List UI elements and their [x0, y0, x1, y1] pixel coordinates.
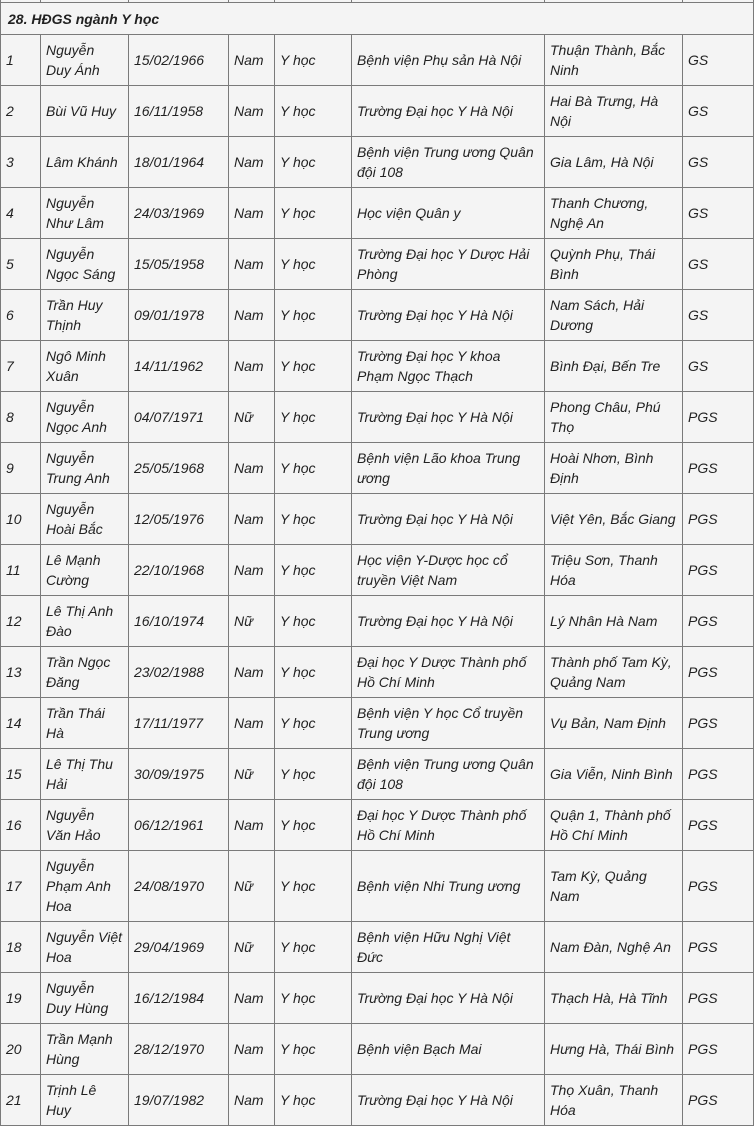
field-of-study: Y học	[275, 973, 352, 1024]
workplace: Trường Đại học Y khoa Phạm Ngọc Thạch	[352, 341, 545, 392]
field-of-study: Y học	[275, 545, 352, 596]
gender: Nam	[229, 973, 275, 1024]
gender: Nam	[229, 698, 275, 749]
field-of-study: Y học	[275, 922, 352, 973]
field-of-study: Y học	[275, 596, 352, 647]
row-index: 1	[1, 35, 41, 86]
gender: Nam	[229, 545, 275, 596]
hometown: Tam Kỳ, Quảng Nam	[545, 851, 683, 922]
hometown: Thạch Hà, Hà Tĩnh	[545, 973, 683, 1024]
row-index: 16	[1, 800, 41, 851]
date-of-birth: 15/02/1966	[129, 35, 229, 86]
field-of-study: Y học	[275, 494, 352, 545]
full-name: Nguyễn Hoài Bắc	[41, 494, 129, 545]
academic-title: PGS	[683, 494, 754, 545]
workplace: Trường Đại học Y Hà Nội	[352, 86, 545, 137]
workplace: Trường Đại học Y Hà Nội	[352, 494, 545, 545]
date-of-birth: 22/10/1968	[129, 545, 229, 596]
field-of-study: Y học	[275, 443, 352, 494]
academic-title: GS	[683, 341, 754, 392]
field-of-study: Y học	[275, 290, 352, 341]
hometown: Quỳnh Phụ, Thái Bình	[545, 239, 683, 290]
row-index: 14	[1, 698, 41, 749]
row-index: 21	[1, 1075, 41, 1126]
date-of-birth: 15/05/1958	[129, 239, 229, 290]
full-name: Lê Thị Anh Đào	[41, 596, 129, 647]
gender: Nữ	[229, 392, 275, 443]
academic-title: PGS	[683, 922, 754, 973]
academic-title: PGS	[683, 443, 754, 494]
table-row	[1, 86, 754, 137]
workplace: Trường Đại học Y Hà Nội	[352, 973, 545, 1024]
field-of-study: Y học	[275, 188, 352, 239]
workplace: Học viện Y-Dược học cổ truyền Việt Nam	[352, 545, 545, 596]
hometown: Việt Yên, Bắc Giang	[545, 494, 683, 545]
full-name: Lâm Khánh	[41, 137, 129, 188]
table-row	[1, 392, 754, 443]
field-of-study: Y học	[275, 86, 352, 137]
gender: Nam	[229, 35, 275, 86]
full-name: Trịnh Lê Huy	[41, 1075, 129, 1126]
table-row	[1, 137, 754, 188]
gender: Nữ	[229, 851, 275, 922]
hometown: Thuận Thành, Bắc Ninh	[545, 35, 683, 86]
full-name: Nguyễn Như Lâm	[41, 188, 129, 239]
row-index: 10	[1, 494, 41, 545]
field-of-study: Y học	[275, 647, 352, 698]
hometown: Bình Đại, Bến Tre	[545, 341, 683, 392]
date-of-birth: 23/02/1988	[129, 647, 229, 698]
academic-title: GS	[683, 290, 754, 341]
hometown: Triệu Sơn, Thanh Hóa	[545, 545, 683, 596]
workplace: Đại học Y Dược Thành phố Hồ Chí Minh	[352, 647, 545, 698]
workplace: Trường Đại học Y Hà Nội	[352, 1075, 545, 1126]
date-of-birth: 04/07/1971	[129, 392, 229, 443]
workplace: Bệnh viện Trung ương Quân đội 108	[352, 749, 545, 800]
workplace: Bệnh viện Y học Cổ truyền Trung ương	[352, 698, 545, 749]
full-name: Nguyễn Văn Hảo	[41, 800, 129, 851]
academic-title: GS	[683, 137, 754, 188]
date-of-birth: 29/04/1969	[129, 922, 229, 973]
field-of-study: Y học	[275, 1075, 352, 1126]
full-name: Ngô Minh Xuân	[41, 341, 129, 392]
row-index: 2	[1, 86, 41, 137]
full-name: Bùi Vũ Huy	[41, 86, 129, 137]
table-row	[1, 443, 754, 494]
date-of-birth: 18/01/1964	[129, 137, 229, 188]
workplace: Trường Đại học Y Hà Nội	[352, 392, 545, 443]
row-index: 12	[1, 596, 41, 647]
field-of-study: Y học	[275, 392, 352, 443]
workplace: Bệnh viện Lão khoa Trung ương	[352, 443, 545, 494]
academic-title: PGS	[683, 800, 754, 851]
gender: Nam	[229, 1024, 275, 1075]
gender: Nam	[229, 290, 275, 341]
academic-title: PGS	[683, 545, 754, 596]
gender: Nam	[229, 86, 275, 137]
full-name: Nguyễn Duy Hùng	[41, 973, 129, 1024]
table-row	[1, 922, 754, 973]
academic-title: GS	[683, 35, 754, 86]
workplace: Trường Đại học Y Dược Hải Phòng	[352, 239, 545, 290]
hometown: Thọ Xuân, Thanh Hóa	[545, 1075, 683, 1126]
date-of-birth: 09/01/1978	[129, 290, 229, 341]
gender: Nam	[229, 239, 275, 290]
date-of-birth: 28/12/1970	[129, 1024, 229, 1075]
row-index: 19	[1, 973, 41, 1024]
field-of-study: Y học	[275, 137, 352, 188]
hometown: Hoài Nhơn, Bình Định	[545, 443, 683, 494]
academic-title: GS	[683, 188, 754, 239]
full-name: Lê Mạnh Cường	[41, 545, 129, 596]
row-index: 3	[1, 137, 41, 188]
full-name: Trần Ngọc Đăng	[41, 647, 129, 698]
workplace: Trường Đại học Y Hà Nội	[352, 290, 545, 341]
workplace: Bệnh viện Trung ương Quân đội 108	[352, 137, 545, 188]
full-name: Nguyễn Duy Ánh	[41, 35, 129, 86]
workplace: Đại học Y Dược Thành phố Hồ Chí Minh	[352, 800, 545, 851]
table-row	[1, 341, 754, 392]
table-row	[1, 494, 754, 545]
field-of-study: Y học	[275, 749, 352, 800]
date-of-birth: 16/11/1958	[129, 86, 229, 137]
gender: Nam	[229, 647, 275, 698]
gender: Nữ	[229, 922, 275, 973]
full-name: Trần Thái Hà	[41, 698, 129, 749]
gender: Nam	[229, 443, 275, 494]
table-row	[1, 851, 754, 922]
row-index: 4	[1, 188, 41, 239]
hometown: Nam Đàn, Nghệ An	[545, 922, 683, 973]
workplace: Học viện Quân y	[352, 188, 545, 239]
row-index: 11	[1, 545, 41, 596]
table-row	[1, 239, 754, 290]
hometown: Hai Bà Trưng, Hà Nội	[545, 86, 683, 137]
field-of-study: Y học	[275, 341, 352, 392]
full-name: Nguyễn Trung Anh	[41, 443, 129, 494]
hometown: Lý Nhân Hà Nam	[545, 596, 683, 647]
date-of-birth: 24/08/1970	[129, 851, 229, 922]
full-name: Nguyễn Phạm Anh Hoa	[41, 851, 129, 922]
gender: Nam	[229, 494, 275, 545]
row-index: 7	[1, 341, 41, 392]
full-name: Nguyễn Ngọc Anh	[41, 392, 129, 443]
table-row	[1, 647, 754, 698]
field-of-study: Y học	[275, 239, 352, 290]
table-row	[1, 749, 754, 800]
hometown: Nam Sách, Hải Dương	[545, 290, 683, 341]
hometown: Gia Viễn, Ninh Bình	[545, 749, 683, 800]
field-of-study: Y học	[275, 698, 352, 749]
table-row	[1, 545, 754, 596]
field-of-study: Y học	[275, 1024, 352, 1075]
gender: Nam	[229, 1075, 275, 1126]
date-of-birth: 19/07/1982	[129, 1075, 229, 1126]
table-row	[1, 596, 754, 647]
academic-title: PGS	[683, 1075, 754, 1126]
hometown: Vụ Bản, Nam Định	[545, 698, 683, 749]
academic-title: PGS	[683, 749, 754, 800]
workplace: Bệnh viện Nhi Trung ương	[352, 851, 545, 922]
table-row	[1, 698, 754, 749]
full-name: Nguyễn Việt Hoa	[41, 922, 129, 973]
gender: Nam	[229, 800, 275, 851]
date-of-birth: 16/12/1984	[129, 973, 229, 1024]
date-of-birth: 16/10/1974	[129, 596, 229, 647]
date-of-birth: 17/11/1977	[129, 698, 229, 749]
table-row	[1, 188, 754, 239]
table-row	[1, 290, 754, 341]
row-index: 8	[1, 392, 41, 443]
row-index: 17	[1, 851, 41, 922]
date-of-birth: 24/03/1969	[129, 188, 229, 239]
row-index: 18	[1, 922, 41, 973]
date-of-birth: 14/11/1962	[129, 341, 229, 392]
academic-title: GS	[683, 86, 754, 137]
hometown: Thành phố Tam Kỳ, Quảng Nam	[545, 647, 683, 698]
gender: Nam	[229, 341, 275, 392]
date-of-birth: 12/05/1976	[129, 494, 229, 545]
row-index: 13	[1, 647, 41, 698]
workplace: Bệnh viện Phụ sản Hà Nội	[352, 35, 545, 86]
hometown: Hưng Hà, Thái Bình	[545, 1024, 683, 1075]
hometown: Thanh Chương, Nghệ An	[545, 188, 683, 239]
academic-title: PGS	[683, 851, 754, 922]
academic-title: PGS	[683, 698, 754, 749]
date-of-birth: 25/05/1968	[129, 443, 229, 494]
workplace: Bệnh viện Bạch Mai	[352, 1024, 545, 1075]
gender: Nữ	[229, 749, 275, 800]
hometown: Quận 1, Thành phố Hồ Chí Minh	[545, 800, 683, 851]
date-of-birth: 06/12/1961	[129, 800, 229, 851]
field-of-study: Y học	[275, 35, 352, 86]
academic-title: PGS	[683, 973, 754, 1024]
field-of-study: Y học	[275, 800, 352, 851]
hometown: Phong Châu, Phú Thọ	[545, 392, 683, 443]
table-row	[1, 800, 754, 851]
academic-title: PGS	[683, 596, 754, 647]
table-row	[1, 973, 754, 1024]
academic-title: PGS	[683, 392, 754, 443]
full-name: Trần Mạnh Hùng	[41, 1024, 129, 1075]
row-index: 20	[1, 1024, 41, 1075]
gender: Nữ	[229, 596, 275, 647]
table-row	[1, 35, 754, 86]
gender: Nam	[229, 137, 275, 188]
date-of-birth: 30/09/1975	[129, 749, 229, 800]
academic-title: PGS	[683, 1024, 754, 1075]
gender: Nam	[229, 188, 275, 239]
academic-title: GS	[683, 239, 754, 290]
section-header-row	[1, 3, 754, 35]
table-row	[1, 1024, 754, 1075]
full-name: Nguyễn Ngọc Sáng	[41, 239, 129, 290]
workplace: Bệnh viện Hữu Nghị Việt Đức	[352, 922, 545, 973]
row-index: 5	[1, 239, 41, 290]
field-of-study: Y học	[275, 851, 352, 922]
row-index: 15	[1, 749, 41, 800]
full-name: Lê Thị Thu Hải	[41, 749, 129, 800]
row-index: 9	[1, 443, 41, 494]
workplace: Trường Đại học Y Hà Nội	[352, 596, 545, 647]
table-row	[1, 1075, 754, 1126]
full-name: Trần Huy Thịnh	[41, 290, 129, 341]
hometown: Gia Lâm, Hà Nội	[545, 137, 683, 188]
section-title: 28. HĐGS ngành Y học	[1, 3, 754, 35]
academic-title: PGS	[683, 647, 754, 698]
row-index: 6	[1, 290, 41, 341]
